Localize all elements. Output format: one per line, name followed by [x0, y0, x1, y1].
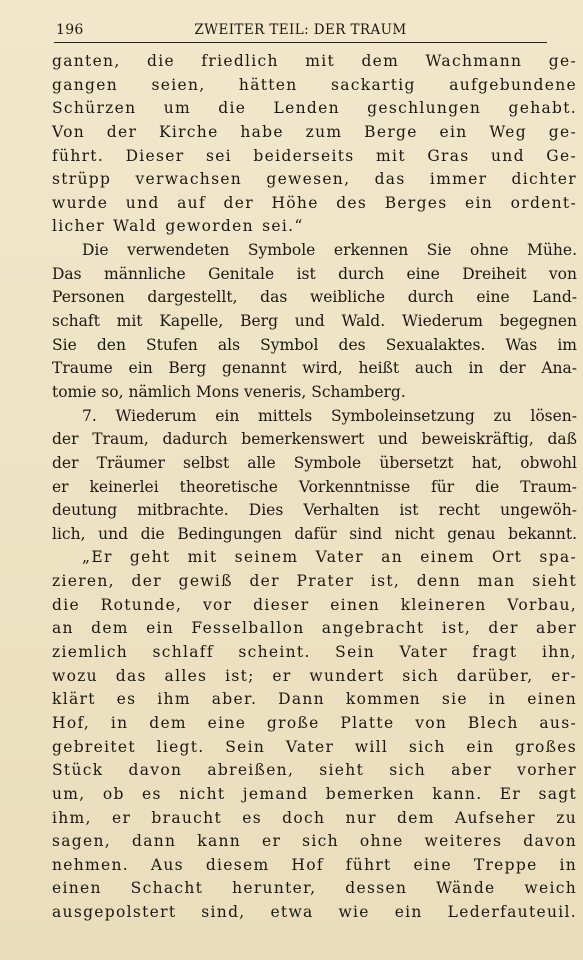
text-line: er keinerlei theoretische Vorkenntnisse für die Traum- — [52, 477, 577, 496]
text-line: Schürzen um die Lenden geschlungen gehabt. — [52, 99, 577, 118]
text-line: einen Schacht herunter, dessen Wände weich — [52, 879, 577, 898]
text-line: deutung mitbrachte. Dies Verhalten ist recht ungewöh- — [52, 501, 577, 520]
text-line: der Traum, dadurch bemerkenswert und beweiskräftig, daß — [52, 430, 577, 449]
text-line: tomie so, nämlich Mons veneris, Schamberg. — [52, 382, 406, 401]
text-line: Die verwendeten Symbole erkennen Sie ohne Mühe. — [82, 241, 577, 260]
text-line: Von der Kirche habe zum Berge ein Weg ge- — [52, 122, 577, 141]
body-text — [52, 50, 577, 925]
text-line: wozu das alles ist; er wundert sich darüber, er- — [52, 666, 577, 685]
text-line: Stück davon abreißen, sieht sich aber vorher — [52, 761, 577, 780]
text-line: ihm, er braucht es doch nur dem Aufseher zu — [52, 808, 577, 827]
text-line: ganten, die friedlich mit dem Wachmann ge- — [52, 52, 577, 70]
text-line: schaft mit Kapelle, Berg und Wald. Wiederum begegnen — [52, 312, 577, 331]
text-line: strüpp verwachsen gewesen, das immer dichter — [52, 170, 577, 189]
running-head: ZWEITER TEIL: DER TRAUM — [194, 22, 407, 38]
text-line: ausgepolstert sind, etwa wie ein Lederfauteuil. — [52, 903, 577, 922]
text-line: lich, und die Bedingungen dafür sind nicht genau bekannt. — [52, 524, 577, 543]
text-line: Sie den Stufen als Symbol des Sexualaktes. Was im — [52, 335, 577, 354]
text-line: nehmen. Aus diesem Hof führt eine Treppe in — [52, 855, 577, 874]
text-line: klärt es ihm aber. Dann kommen sie in einen — [52, 690, 577, 709]
text-line: führt. Dieser sei beiderseits mit Gras und Ge- — [52, 146, 577, 165]
text-line: 7. Wiederum ein mittels Symboleinsetzung zu lösen- — [82, 406, 577, 425]
text-line: „Er geht mit seinem Vater an einem Ort spa- — [82, 548, 577, 567]
page-header — [54, 20, 547, 43]
text-line: ziemlich schlaff scheint. Sein Vater fragt ihn, — [52, 643, 577, 662]
text-line: die Rotunde, vor dieser einen kleineren Vorbau, — [52, 595, 577, 614]
text-line: zieren, der gewiß der Prater ist, denn man sieht — [52, 572, 577, 591]
text-line: gebreitet liegt. Sein Vater will sich ein großes — [52, 737, 577, 756]
text-line: der Träumer selbst alle Symbole übersetzt hat, obwohl — [52, 453, 577, 472]
page-number: 196 — [56, 22, 84, 38]
text-line: Hof, in dem eine große Platte von Blech aus- — [52, 713, 577, 732]
text-line: an dem ein Fesselballon angebracht ist, der aber — [52, 619, 577, 638]
text-line: sagen, dann kann er sich ohne weiteres davon — [52, 832, 577, 851]
text-line: licher Wald geworden sei.“ — [52, 217, 304, 236]
text-line: gangen seien, hätten sackartig aufgebundene — [52, 75, 577, 94]
text-line: Traume ein Berg genannt wird, heißt auch in der Ana- — [52, 359, 577, 378]
text-line: wurde und auf der Höhe des Berges ein ordent- — [52, 193, 577, 212]
text-line: um, ob es nicht jemand bemerken kann. Er sagt — [52, 784, 577, 803]
text-line: Das männliche Genitale ist durch eine Dreiheit von — [52, 264, 577, 283]
text-line: Personen dargestellt, das weibliche durch eine Land- — [52, 288, 577, 307]
